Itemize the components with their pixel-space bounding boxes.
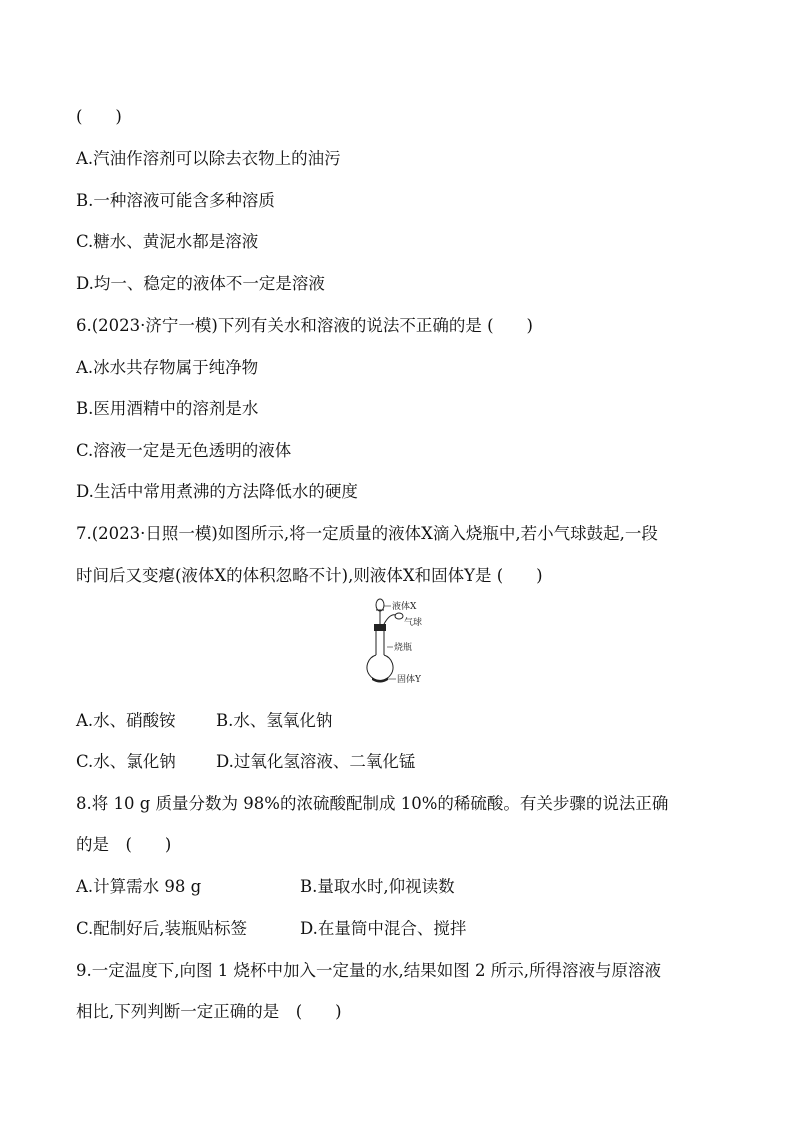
q8-stem-line1: 8.将 10 g 质量分数为 98%的浓硫酸配制成 10%的稀硫酸。有关步骤的说法正确: [76, 794, 669, 813]
q6-option-b: B.医用酒精中的溶剂是水: [76, 399, 259, 418]
q5-bracket: ( ): [76, 107, 122, 126]
q6-option-d: D.生活中常用煮沸的方法降低水的硬度: [76, 482, 358, 501]
q5-option-b: B.一种溶液可能含多种溶质: [76, 191, 275, 210]
q7-option-c: C.水、氯化钠: [76, 752, 176, 771]
label-balloon: 气球: [404, 618, 423, 628]
q8-option-a: A.计算需水 98 g: [76, 877, 202, 896]
q6-option-c: C.溶液一定是无色透明的液体: [76, 441, 292, 460]
q5-option-a: A.汽油作溶剂可以除去衣物上的油污: [76, 149, 341, 168]
q5-option-d: D.均一、稳定的液体不一定是溶液: [76, 274, 325, 293]
label-liquid-x: 液体X: [392, 602, 417, 612]
q7-stem-line2: 时间后又变瘪(液体X的体积忽略不计),则液体X和固体Y是 ( ): [76, 566, 543, 585]
q8-option-c: C.配制好后,装瓶贴标签: [76, 919, 248, 938]
flask-apparatus-figure: [360, 597, 450, 689]
q8-option-b: B.量取水时,仰视读数: [300, 877, 455, 896]
q6-stem: 6.(2023·济宁一模)下列有关水和溶液的说法不正确的是 ( ): [76, 316, 533, 335]
q9-stem-line1: 9.一定温度下,向图 1 烧杯中加入一定量的水,结果如图 2 所示,所得溶液与原溶液: [76, 961, 661, 980]
label-solid-y: 固体Y: [397, 675, 421, 685]
q9-stem-line2: 相比,下列判断一定正确的是 ( ): [76, 1002, 342, 1021]
q8-stem-line2: 的是 ( ): [76, 835, 172, 854]
q5-option-c: C.糖水、黄泥水都是溶液: [76, 232, 259, 251]
q7-option-d: D.过氧化氢溶液、二氧化锰: [216, 752, 416, 771]
label-flask: 烧瓶: [394, 643, 413, 653]
q7-option-b: B.水、氢氧化钠: [216, 711, 333, 730]
q7-option-a: A.水、硝酸铵: [76, 711, 176, 730]
q8-option-d: D.在量筒中混合、搅拌: [300, 919, 467, 938]
q6-option-a: A.冰水共存物属于纯净物: [76, 358, 259, 377]
q7-stem-line1: 7.(2023·日照一模)如图所示,将一定质量的液体X滴入烧瓶中,若小气球鼓起,一段: [76, 524, 658, 543]
